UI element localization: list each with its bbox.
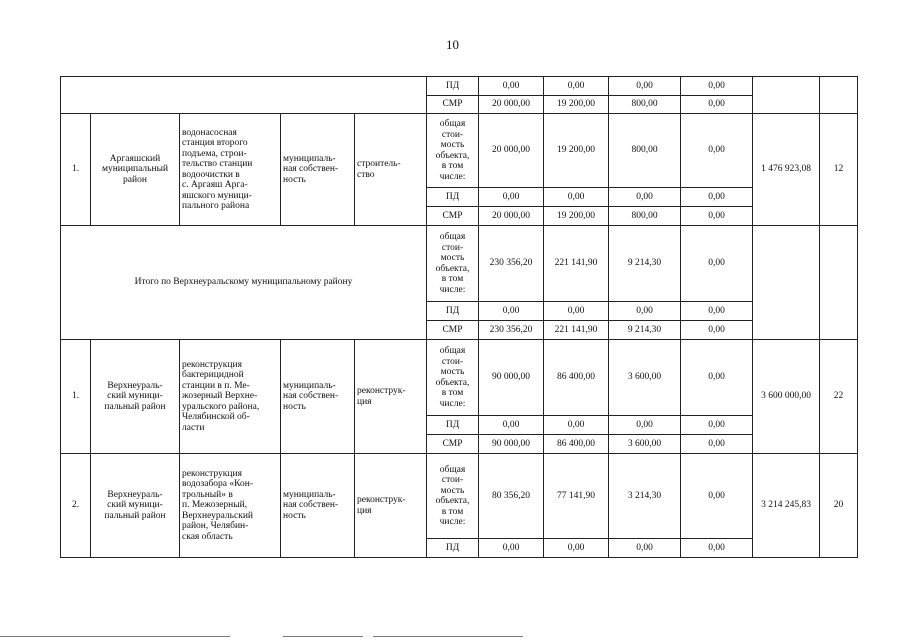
value-cell: 0,00 (544, 416, 609, 435)
value-cell: 800,00 (609, 96, 681, 114)
value-cell: 0,00 (681, 321, 753, 340)
months-value: 22 (820, 340, 858, 454)
scan-artifact-line (373, 636, 523, 637)
value-cell: 230 356,20 (479, 226, 544, 302)
value-cell: 9 214,30 (609, 321, 681, 340)
value-cell: 90 000,00 (479, 340, 544, 416)
pd-label: ПД (427, 188, 479, 207)
value-cell: 0,00 (681, 435, 753, 454)
value-cell: 0,00 (681, 539, 753, 558)
value-cell: 0,00 (609, 416, 681, 435)
value-cell: 86 400,00 (544, 435, 609, 454)
pd-label: ПД (427, 77, 479, 96)
empty-cell (753, 77, 820, 114)
months-value: 12 (820, 114, 858, 226)
value-cell: 0,00 (479, 188, 544, 207)
empty-cell (753, 226, 820, 340)
value-cell: 0,00 (681, 96, 753, 114)
smr-label: СМР (427, 321, 479, 340)
row-number: 1. (61, 114, 91, 226)
table-row (61, 454, 858, 539)
value-cell: 90 000,00 (479, 435, 544, 454)
value-cell: 800,00 (609, 207, 681, 226)
value-cell: 19 200,00 (544, 207, 609, 226)
value-cell: 0,00 (681, 454, 753, 539)
smr-label: СМР (427, 207, 479, 226)
ownership: муниципаль- ная собствен- ность (281, 340, 355, 454)
empty-cell (61, 77, 427, 114)
smr-label: СМР (427, 96, 479, 114)
table-row (61, 114, 858, 188)
investment-table (60, 76, 858, 558)
total-cost-label: общая стои- мость объекта, в том числе: (427, 226, 479, 302)
value-cell: 0,00 (681, 416, 753, 435)
value-cell: 19 200,00 (544, 114, 609, 188)
table-row (61, 340, 858, 416)
value-cell: 0,00 (681, 340, 753, 416)
value-cell: 0,00 (609, 302, 681, 321)
value-cell: 0,00 (479, 416, 544, 435)
object-name: реконструкция водозабора «Кон- трольный» в п. Межозерный, Верхнеуральский район, Челябин- ская область (180, 454, 281, 558)
value-cell: 0,00 (544, 188, 609, 207)
value-cell: 0,00 (479, 302, 544, 321)
value-cell: 3 600,00 (609, 435, 681, 454)
object-name: водонасосная станция второго подъема, строи- тельство станции водоочистки в с. Аргаяш Арга- яшского муници- пального района (180, 114, 281, 226)
scan-artifact-line (0, 636, 230, 637)
value-cell: 77 141,90 (544, 454, 609, 539)
table-row (61, 226, 858, 302)
total-cost-label: общая стои- мость объекта, в том числе: (427, 340, 479, 416)
value-cell: 221 141,90 (544, 226, 609, 302)
district-name: Верхнеураль- ский муници- пальный район (91, 340, 180, 454)
row-number: 1. (61, 340, 91, 454)
value-cell: 0,00 (544, 539, 609, 558)
value-cell: 0,00 (544, 77, 609, 96)
value-cell: 20 000,00 (479, 114, 544, 188)
value-cell: 20 000,00 (479, 207, 544, 226)
district-name: Аргаяшский муниципальный район (91, 114, 180, 226)
object-name: реконструкция бактерицидной станции в п. Ме- жозерный Верхне- уральского района, Челябинской об- ласти (180, 340, 281, 454)
value-cell: 0,00 (681, 114, 753, 188)
value-cell: 0,00 (681, 302, 753, 321)
subtotal-title: Итого по Верхнеуральскому муниципальному району (61, 226, 427, 340)
pd-label: ПД (427, 539, 479, 558)
value-cell: 0,00 (609, 539, 681, 558)
value-cell: 221 141,90 (544, 321, 609, 340)
value-cell: 3 214,30 (609, 454, 681, 539)
ownership: муниципаль- ная собствен- ность (281, 114, 355, 226)
work-type: реконструк- ция (355, 340, 427, 454)
capacity-value: 3 600 000,00 (753, 340, 820, 454)
work-type: реконструк- ция (355, 454, 427, 558)
value-cell: 230 356,20 (479, 321, 544, 340)
value-cell: 3 600,00 (609, 340, 681, 416)
value-cell: 86 400,00 (544, 340, 609, 416)
total-cost-label: общая стои- мость объекта, в том числе: (427, 114, 479, 188)
empty-cell (820, 226, 858, 340)
capacity-value: 1 476 923,08 (753, 114, 820, 226)
district-name: Верхнеураль- ский муници- пальный район (91, 454, 180, 558)
table-row (61, 77, 858, 96)
value-cell: 0,00 (479, 539, 544, 558)
scan-artifact-line (283, 636, 363, 637)
ownership: муниципаль- ная собствен- ность (281, 454, 355, 558)
pd-label: ПД (427, 416, 479, 435)
page-number: 10 (446, 37, 459, 52)
empty-cell (820, 77, 858, 114)
smr-label: СМР (427, 435, 479, 454)
value-cell: 0,00 (609, 188, 681, 207)
value-cell: 0,00 (681, 207, 753, 226)
value-cell: 0,00 (479, 77, 544, 96)
value-cell: 0,00 (681, 226, 753, 302)
value-cell: 9 214,30 (609, 226, 681, 302)
months-value: 20 (820, 454, 858, 558)
pd-label: ПД (427, 302, 479, 321)
value-cell: 800,00 (609, 114, 681, 188)
row-number: 2. (61, 454, 91, 558)
value-cell: 20 000,00 (479, 96, 544, 114)
value-cell: 19 200,00 (544, 96, 609, 114)
value-cell: 0,00 (544, 302, 609, 321)
value-cell: 0,00 (681, 188, 753, 207)
value-cell: 0,00 (609, 77, 681, 96)
value-cell: 80 356,20 (479, 454, 544, 539)
value-cell: 0,00 (681, 77, 753, 96)
work-type: строитель- ство (355, 114, 427, 226)
total-cost-label: общая стои- мость объекта, в том числе: (427, 454, 479, 539)
capacity-value: 3 214 245,83 (753, 454, 820, 558)
